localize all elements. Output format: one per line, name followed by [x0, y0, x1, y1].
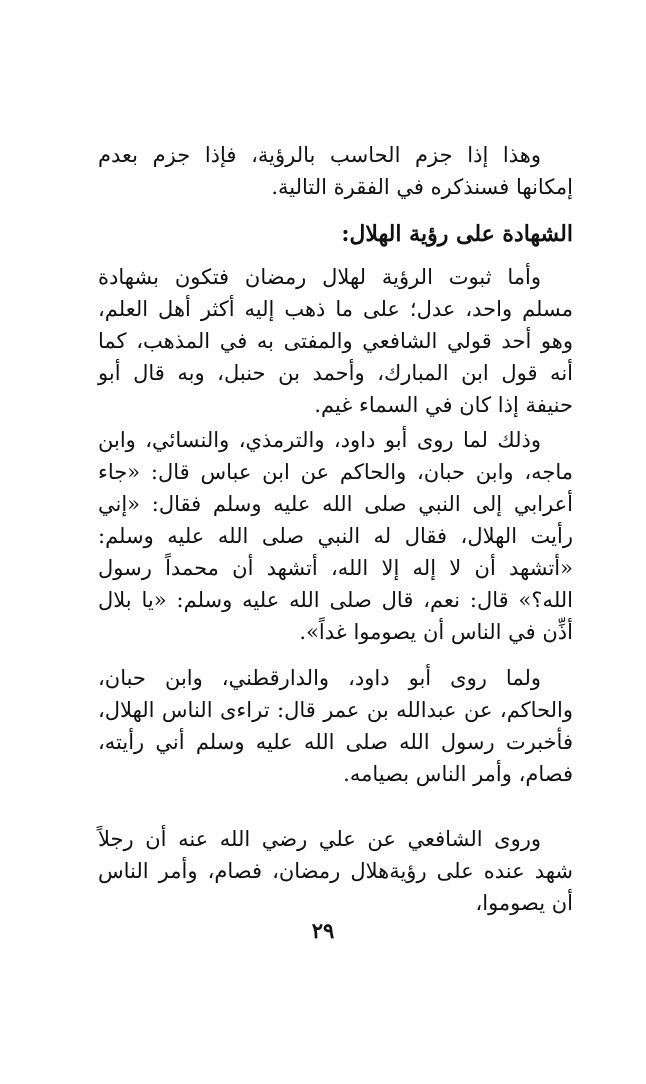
paragraph-2: وأما ثبوت الرؤية لهلال رمضان فتكون بشهادة مسلم واحد، عدل؛ على ما ذهب إليه أكثر أهل العلم، وهو أحد قولي الشافعي والمفتى به في المذهب، كما أنه قول ابن المبارك، وأحمد بن حنبل، وبه قال أبو حنيفة إذا كان في السماء غيم.: [98, 265, 573, 417]
text-section-1: [98, 139, 573, 203]
page-number: ٢٩: [311, 918, 335, 943]
text-section-5: [98, 823, 573, 919]
paragraph-1: وهذا إذا جزم الحاسب بالرؤية، فإذا جزم بعدم إمكانها فسنذكره في الفقرة التالية.: [98, 143, 573, 199]
section-heading: الشهادة على رؤية الهلال:: [341, 221, 573, 247]
paragraph-4: ولما روى أبو داود، والدارقطني، وابن حبان، والحاكم، عن عبدالله بن عمر قال: تراءى الناس الهلال، فأخبرت رسول الله صلى الله عليه وسلم أني رأيته، فصام، وأمر الناس بصيامه.: [98, 666, 573, 786]
paragraph-3: وذلك لما روى أبو داود، والترمذي، والنسائي، وابن ماجه، وابن حبان، والحاكم عن ابن عباس قال: «جاء أعرابي إلى النبي صلى الله عليه وسلم فقال: «إني رأيت الهلال، فقال له النبي صلى الله عليه وسلم: «أتشهد أن لا إله إلا الله، أتشهد أن محمداً رسول الله؟» قال: نعم، قال صلى الله عليه وسلم: «يا بلال أذِّن في الناس أن يصوموا غداً».: [98, 428, 573, 644]
paragraph-5: وروى الشافعي عن علي رضي الله عنه أن رجلاً شهد عنده على رؤيةهلال رمضان، فصام، وأمر الناس أن يصوموا،: [98, 827, 573, 915]
text-section-3: [98, 424, 573, 648]
text-section-2: [98, 261, 573, 421]
text-section-4: [98, 662, 573, 790]
text-section-heading: [98, 218, 573, 250]
